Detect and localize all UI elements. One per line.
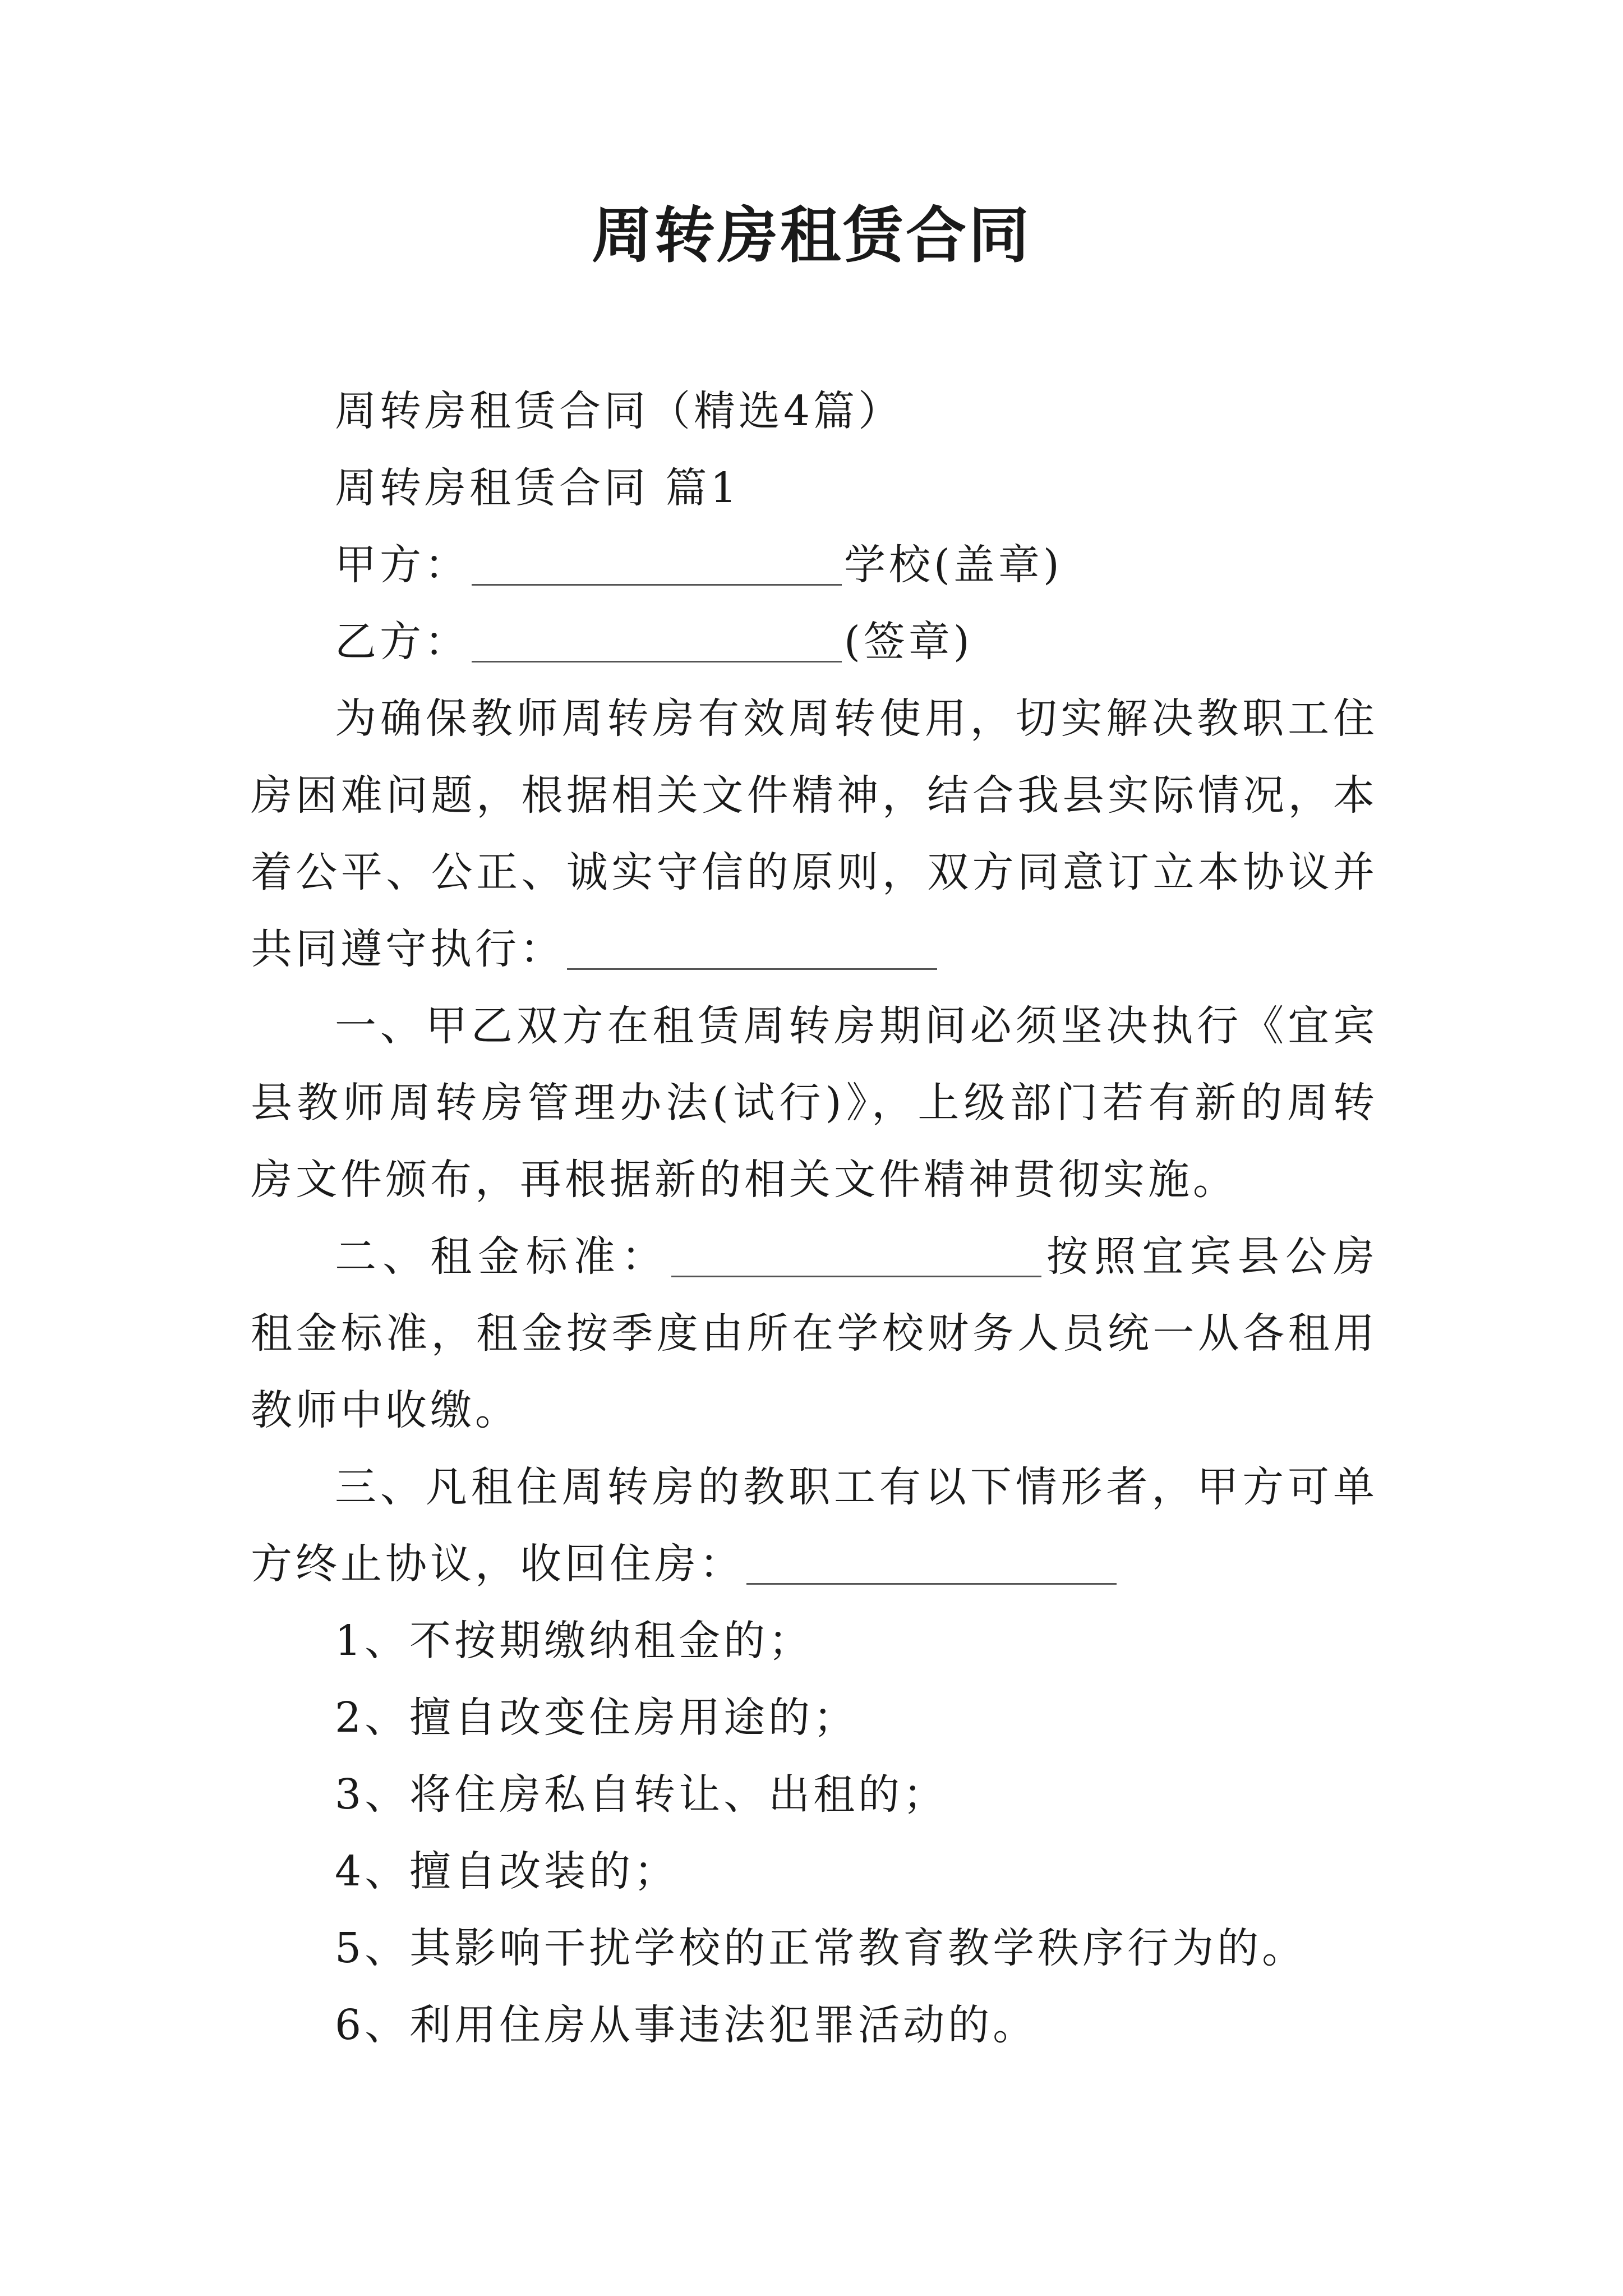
clause-2-suffix: 按照宜宾县公房租金标准，租金按季度由所在学校财务人员统一从各租用教师中收缴。	[251, 1232, 1378, 1434]
section-heading: 周转房租赁合同 篇1	[335, 464, 740, 512]
party-a-suffix: 学校(盖章)	[844, 541, 1063, 589]
clause-2-prefix: 二、租金标准：	[335, 1232, 669, 1281]
list-item: 5、其影响干扰学校的正常教育教学秩序行为的。	[335, 1924, 1307, 1972]
clause-3-paragraph	[251, 1449, 1378, 1603]
list-item: 2、擅自改变住房用途的；	[335, 1694, 859, 1742]
clause-1-paragraph: 一、甲乙双方在租赁周转房期间必须坚决执行《宜宾县教师周转房管理办法(试行)》，上级部门若有新的周转房文件颁布，再根据新的相关文件精神贯彻实施。	[251, 1002, 1378, 1204]
clause-2-blank	[671, 1242, 1041, 1277]
party-b-blank	[472, 627, 842, 662]
clause-3-text: 三、凡租住周转房的教职工有以下情形者，甲方可单方终止协议，收回住房：	[251, 1463, 1378, 1588]
list-item: 4、擅自改装的；	[335, 1847, 679, 1895]
clause-3-blank	[746, 1549, 1117, 1585]
intro-paragraph	[251, 680, 1378, 988]
intro-blank	[567, 935, 937, 970]
list-item: 3、将住房私自转让、出租的；	[335, 1770, 948, 1819]
party-a-label: 甲方：	[335, 541, 469, 589]
party-b-label: 乙方：	[335, 618, 469, 666]
document-body	[251, 373, 1378, 2064]
clause-2-paragraph	[251, 1218, 1378, 1449]
document-subtitle: 周转房租赁合同（精选4篇）	[335, 387, 903, 435]
party-b-suffix: (签章)	[844, 618, 973, 666]
party-b-line	[251, 604, 1378, 680]
intro-text: 为确保教师周转房有效周转使用，切实解决教职工住房困难问题，根据相关文件精神，结合我县实际情况，本着公平、公正、诚实守信的原则，双方同意订立本协议并共同遵守执行：	[251, 694, 1378, 973]
document-title: 周转房租赁合同	[591, 200, 1031, 271]
party-a-line	[251, 527, 1378, 604]
list-item: 1、不按期缴纳租金的；	[335, 1617, 814, 1665]
list-item: 6、利用住房从事违法犯罪活动的。	[335, 2001, 1038, 2049]
party-a-blank	[472, 550, 842, 586]
